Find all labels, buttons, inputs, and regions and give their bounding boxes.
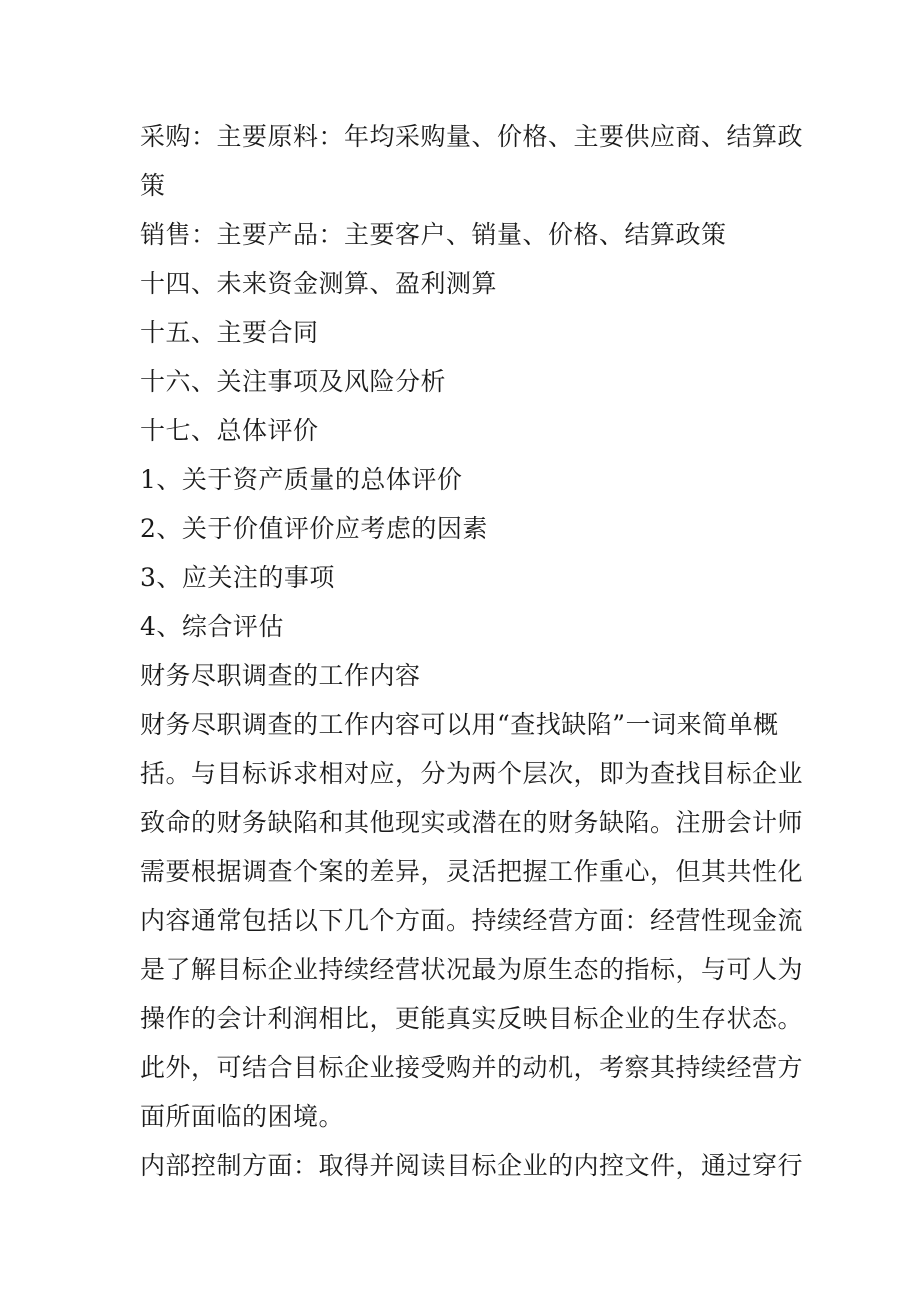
text-line-procurement-cont: 策 [140, 171, 166, 200]
document-body [140, 112, 804, 1190]
heading-section-15: 十五、主要合同 [140, 318, 319, 347]
list-item-1: 1、关于资产质量的总体评价 [140, 465, 463, 494]
heading-section-17: 十七、总体评价 [140, 416, 319, 445]
paragraph-line: 致命的财务缺陷和其他现实或潜在的财务缺陷。注册会计师 [140, 808, 804, 837]
paragraph-line: 括。与目标诉求相对应，分为两个层次，即为查找目标企业 [140, 759, 804, 788]
paragraph-line: 操作的会计利润相比，更能真实反映目标企业的生存状态。 [140, 1004, 804, 1033]
list-item-3: 3、应关注的事项 [140, 563, 335, 592]
list-item-4: 4、综合评估 [140, 612, 284, 641]
paragraph-line: 需要根据调查个案的差异，灵活把握工作重心，但其共性化 [140, 857, 804, 886]
heading-section-16: 十六、关注事项及风险分析 [140, 367, 447, 396]
paragraph-line-internal-control: 内部控制方面：取得并阅读目标企业的内控文件，通过穿行 [140, 1151, 804, 1180]
text-line-sales: 销售：主要产品：主要客户、销量、价格、结算政策 [140, 220, 727, 249]
list-item-2: 2、关于价值评价应考虑的因素 [140, 514, 488, 543]
paragraph-line: 财务尽职调查的工作内容可以用“查找缺陷”一词来简单概 [140, 710, 779, 739]
paragraph-line: 面所面临的困境。 [140, 1102, 345, 1131]
paragraph-line: 内容通常包括以下几个方面。持续经营方面：经营性现金流 [140, 906, 804, 935]
paragraph-line: 此外，可结合目标企业接受购并的动机，考察其持续经营方 [140, 1053, 804, 1082]
paragraph-line: 是了解目标企业持续经营状况最为原生态的指标，与可人为 [140, 955, 804, 984]
section-title-financial-dd: 财务尽职调查的工作内容 [140, 661, 421, 690]
heading-section-14: 十四、未来资金测算、盈利测算 [140, 269, 498, 298]
text-line-procurement: 采购：主要原料：年均采购量、价格、主要供应商、结算政 [140, 122, 804, 151]
